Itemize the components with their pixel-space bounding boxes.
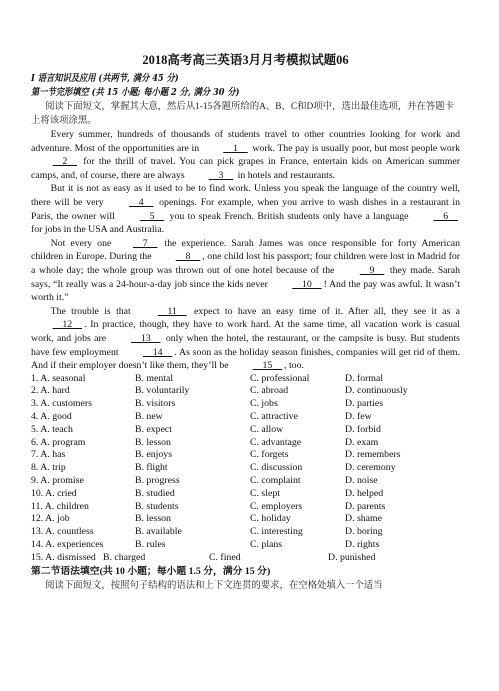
option-choice: C. allow xyxy=(250,423,284,435)
option-choice: 13. A. countless xyxy=(31,526,94,538)
option-choice: 6. A. program xyxy=(31,436,86,448)
option-choice: C. attractive xyxy=(250,411,298,423)
blank-number: 2 xyxy=(52,156,78,168)
option-choice: 8. A. trip xyxy=(31,462,66,474)
option-choice: D. remembers xyxy=(345,449,401,461)
option-choice: C. abroad xyxy=(250,385,289,397)
option-row xyxy=(31,501,460,514)
option-row xyxy=(31,513,460,526)
passage-text: expect to have an easy time of it. After all, they see it as a xyxy=(188,305,460,317)
option-choice: B. charged xyxy=(103,551,146,563)
option-choice: D. ceremony xyxy=(345,462,396,474)
option-choice: B. flight xyxy=(135,462,168,474)
option-choice: D. few xyxy=(345,411,372,423)
option-choice: C. professional xyxy=(250,372,310,384)
option-choice: D. formal xyxy=(345,372,384,384)
option-row xyxy=(31,449,460,462)
option-choice: D. punished xyxy=(328,551,376,563)
option-choice: B. visitors xyxy=(135,398,176,410)
option-row xyxy=(31,437,460,450)
passage-paragraph xyxy=(31,305,460,373)
passage-text: The trouble is that xyxy=(50,305,137,317)
option-choice: C. discussion xyxy=(250,462,303,474)
option-choice: 15. A. dismissed xyxy=(31,551,96,563)
option-row xyxy=(31,424,460,437)
cloze-passage xyxy=(31,128,460,373)
passage-paragraph xyxy=(31,182,460,236)
blank-number: 14 xyxy=(142,346,173,358)
option-row xyxy=(31,411,460,424)
option-choice: D. rights xyxy=(345,539,380,551)
blank-number: 7 xyxy=(132,237,158,249)
option-choice: B. mental xyxy=(135,372,174,384)
blank-number: 9 xyxy=(359,264,385,276)
option-row xyxy=(31,475,460,488)
option-choice: C. interesting xyxy=(250,526,303,538)
blank-number: 1 xyxy=(223,142,248,154)
option-choice: D. exam xyxy=(345,436,379,448)
option-choice: 3. A. customers xyxy=(31,398,92,410)
option-choice: C. jobs xyxy=(250,398,278,410)
option-choice: C. advantage xyxy=(250,436,302,448)
passage-text: the experience. Sarah James was once responsible for forty American children in Europe. During the xyxy=(31,237,460,263)
passage-paragraph xyxy=(31,237,460,305)
blank-number: 10 xyxy=(292,278,322,290)
passage-text: for jobs in the USA and Australia. xyxy=(31,224,165,236)
option-choice: B. rules xyxy=(135,539,166,551)
option-choice: D. boring xyxy=(345,526,383,538)
option-choice: D. parties xyxy=(345,398,384,410)
option-row xyxy=(31,552,460,565)
passage-text: they made. Sarah says, “It really was a 24-hour-a-day job since the kids never xyxy=(31,264,461,290)
option-row xyxy=(31,462,460,475)
passage-paragraph xyxy=(31,128,460,182)
passage-text: Not every one xyxy=(50,237,112,249)
option-choice: 10. A. cried xyxy=(31,487,77,499)
option-choice: C. fined xyxy=(209,551,241,563)
passage-text: ! And the pay was awful. It wasn’t worth it.” xyxy=(31,278,460,304)
blank-number: 15 xyxy=(252,360,283,372)
page-title: 2018高考高三英语3月月考模拟试题06 xyxy=(142,53,349,67)
option-choice: D. continuously xyxy=(345,385,408,397)
passage-text: for the thrill of travel. You can pick grapes in France, entertain kids on American summer camps, and, of course, there are always xyxy=(31,156,460,181)
blank-number: 11 xyxy=(157,305,187,317)
option-choice: D. helped xyxy=(345,487,384,499)
blank-number: 3 xyxy=(208,169,234,181)
option-row xyxy=(31,526,460,539)
option-choice: B. new xyxy=(135,411,163,423)
passage-text: , one child lost his passport; four children were lost in Madrid for a whole day; the whole group was thrown out of one hotel because of the xyxy=(31,251,461,276)
option-choice: B. expect xyxy=(135,423,172,435)
option-choice: 2. A. hard xyxy=(31,385,70,397)
blank-number: 5 xyxy=(139,210,165,222)
passage-text: openings. For example, when you arrive to wash dishes in a restaurant in Paris, the owner will xyxy=(31,196,461,222)
passage-text: Every summer, hundreds of thousands of students travel to other countries looking for work and adventure. Most of the opportunities are in xyxy=(31,129,460,154)
option-choice: D. parents xyxy=(345,500,386,512)
option-choice: C. complaint xyxy=(250,475,301,487)
option-choice: 14. A. experiences xyxy=(31,539,104,551)
option-choice: D. shame xyxy=(345,513,383,525)
option-choice: D. noise xyxy=(345,475,378,487)
option-choice: B. lesson xyxy=(135,436,171,448)
option-choice: C. holiday xyxy=(250,513,291,525)
option-choice: B. available xyxy=(135,526,182,538)
part2-heading: 第二节语法填空(共 10 小题；每小题 1.5 分，满分 15 分) xyxy=(31,565,271,577)
passage-text: in hotels and restaurants. xyxy=(235,169,336,181)
passage-text: But it is not as easy as it used to be to find work. Unless you speak the language of the country well, there will be very xyxy=(31,183,460,208)
option-row xyxy=(31,385,460,398)
passage-text: you to speak French. British students only have a language xyxy=(166,210,412,222)
option-row xyxy=(31,398,460,411)
option-choice: C. plans xyxy=(250,539,283,551)
option-choice: 4. A. good xyxy=(31,411,72,423)
option-choice: C. slept xyxy=(250,487,280,499)
option-choice: B. studied xyxy=(135,487,175,499)
option-choice: 1. A. seasonal xyxy=(31,372,86,384)
option-choice: B. progress xyxy=(135,475,180,487)
option-choice: B. students xyxy=(135,500,179,512)
option-choice: C. forgets xyxy=(250,449,289,461)
blank-number: 4 xyxy=(128,196,154,208)
passage-text: , too. xyxy=(284,360,304,372)
options-list xyxy=(31,373,460,565)
passage-text: . As soon as the holiday season finishes, companies will get rid of them. And if their employer doesn’t like them, they’ll be xyxy=(31,346,460,372)
part2-instruction: 阅读下面短文，按照句子结构的语法和上下文连贯的要求，在空格处填入一个适当 xyxy=(45,580,383,591)
option-choice: 5. A. teach xyxy=(31,423,73,435)
option-choice: D. forbid xyxy=(345,423,381,435)
part1-instruction: 阅读下面短文，掌握其大意，然后从1-15各题所给的A、B、C和D项中，选出最佳选项，并在答题卡上将该项涂黑。 xyxy=(31,102,454,126)
option-choice: B. voluntarily xyxy=(135,385,190,397)
option-choice: B. lesson xyxy=(135,513,171,525)
option-choice: C. employers xyxy=(250,500,303,512)
blank-number: 13 xyxy=(131,332,161,344)
section1-heading: Ⅰ 语言知识及应用 (共两节, 满分 45 分) xyxy=(31,73,179,84)
part1-heading: 第一节完形填空 (共 15 小题; 每小题 2 分, 满分 30 分) xyxy=(31,87,240,98)
option-row xyxy=(31,539,460,552)
option-choice: 11. A. children xyxy=(31,500,89,512)
option-row xyxy=(31,488,460,501)
blank-number: 6 xyxy=(433,210,458,222)
passage-text: . In practice, though, they have to work hard. At the same time, all vacation work is casual work, and jobs are xyxy=(31,319,460,344)
option-choice: 12. A. job xyxy=(31,513,70,525)
option-choice: 9. A. promise xyxy=(31,475,84,487)
option-row xyxy=(31,373,460,386)
passage-text: work. The pay is usually poor, but most people work xyxy=(249,142,460,154)
option-choice: B. enjoys xyxy=(135,449,173,461)
option-choice: 7. A. has xyxy=(31,449,66,461)
passage-text: only when the hotel, the restaurant, or the campsite is busy. But students have few employment xyxy=(31,332,460,358)
blank-number: 8 xyxy=(175,251,201,263)
blank-number: 12 xyxy=(52,319,82,331)
